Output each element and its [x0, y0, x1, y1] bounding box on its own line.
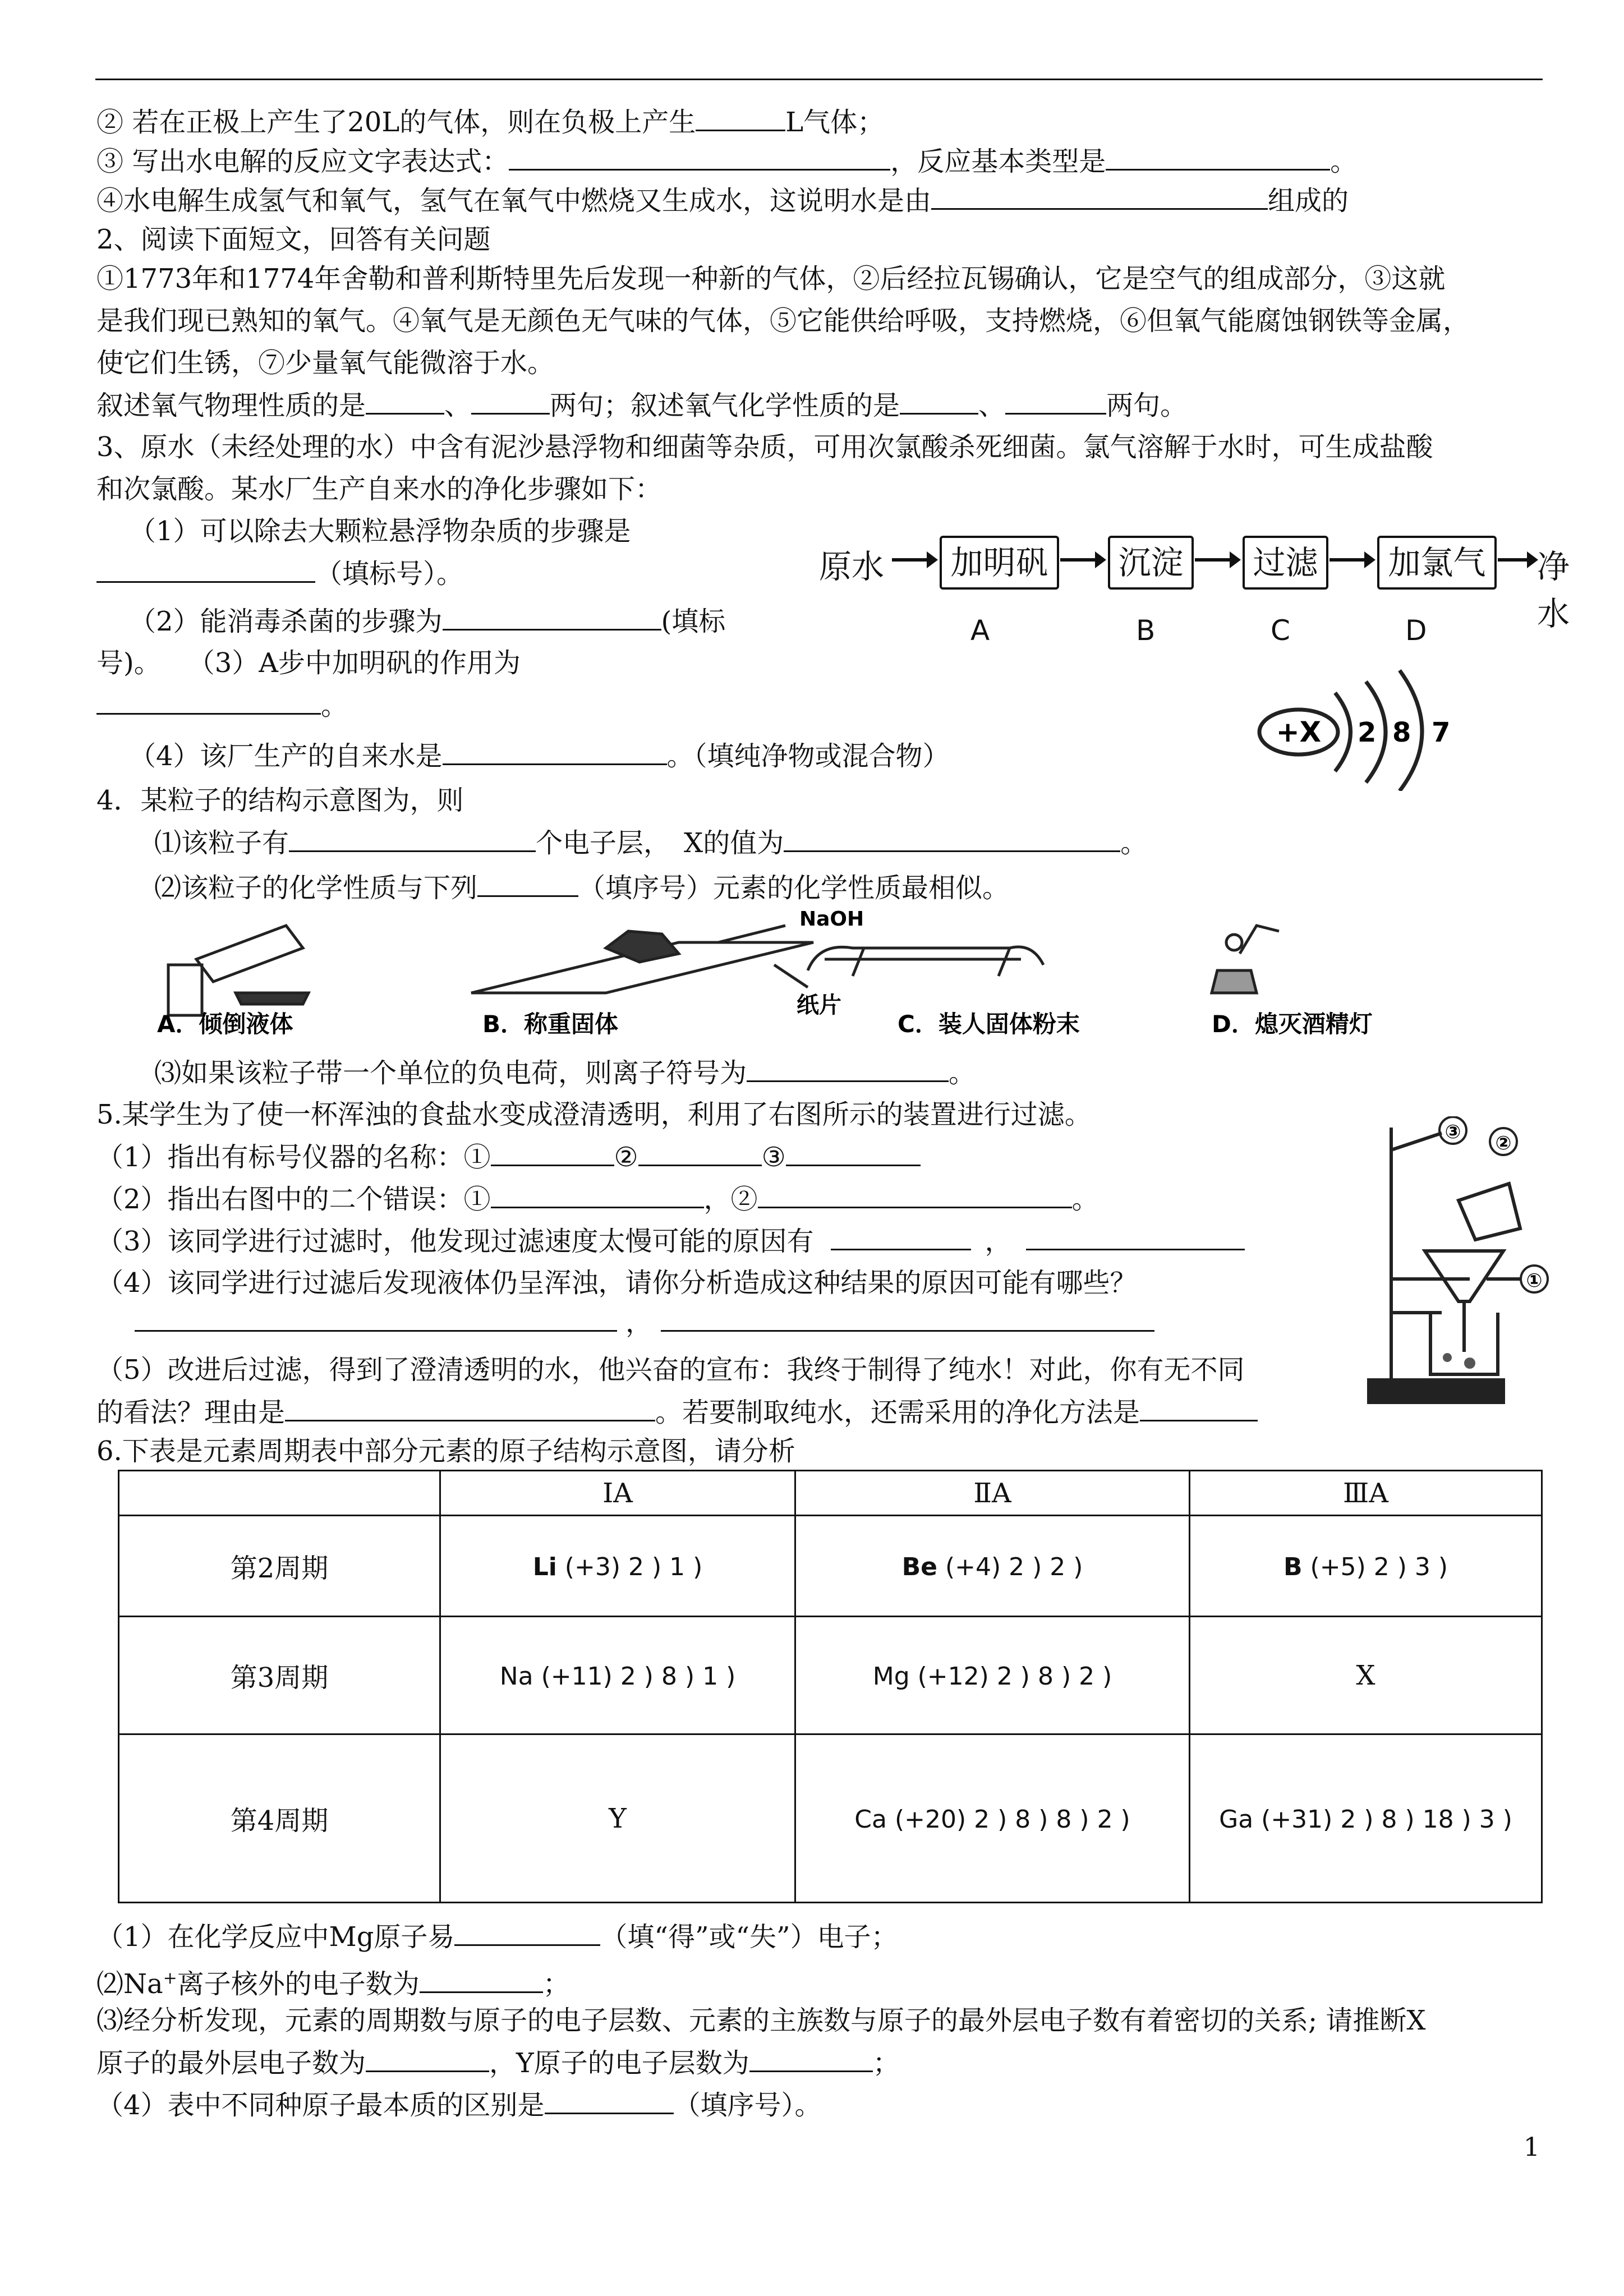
flow-step-d: 加氯气: [1377, 536, 1497, 590]
atom-shell: 2: [1340, 1805, 1356, 1834]
lab-operations-illustration: [157, 909, 1470, 1043]
q1-3-text-end: 。: [1330, 146, 1358, 177]
apparatus-mark-2: ②: [1495, 1132, 1512, 1154]
atom-cell-b: [1190, 1516, 1542, 1617]
table-header-2a: ⅡA: [795, 1471, 1190, 1516]
q6-sub2-end: ；: [542, 1968, 570, 2000]
particle-shell-3: 7: [1432, 717, 1451, 748]
answer-blank[interactable]: [749, 2045, 873, 2072]
table-header-3a: ⅢA: [1190, 1471, 1542, 1516]
operation-b-label: B．称重固体: [482, 1010, 619, 1038]
filtration-apparatus-diagram: [1358, 1116, 1559, 1419]
q3-sub4-end: 。（填纯净物或混合物）: [666, 740, 950, 772]
q3-title-1: 3、原水（未经处理的水）中含有泥沙悬浮物和细菌等杂质，可用次氯酸杀死细菌。氯气溶解于水时，可生成盐酸: [96, 431, 1433, 463]
cell-y: Y: [440, 1734, 795, 1903]
answer-blank[interactable]: [758, 1181, 1072, 1208]
q5-sub5: （5）改进后过滤，得到了澄清透明的水，他兴奋的宣布：我终于制得了纯水！对此，你有无不同: [96, 1354, 1245, 1386]
q3-title-2: 和次氯酸。某水厂生产自来水的净化步骤如下：: [96, 473, 663, 505]
flow-arrow: [1329, 558, 1369, 562]
q6-sub2-text: ⑵Na: [96, 1968, 163, 2000]
flow-arrow: [1195, 558, 1234, 562]
atom-nucleus: +31: [1271, 1805, 1323, 1834]
q5-sub1-mark2: ②: [614, 1142, 638, 1173]
flow-label-a: A: [970, 614, 990, 647]
atom-symbol: Be: [901, 1552, 937, 1581]
q4-sub2-text: ⑵该粒子的化学性质与下列: [154, 872, 478, 904]
q3-sub3: 号)。 （3）A步中加明矾的作用为: [96, 647, 521, 679]
answer-blank[interactable]: [491, 1139, 614, 1166]
atom-nucleus: +4: [955, 1552, 991, 1581]
atom-nucleus: +3: [574, 1552, 611, 1581]
q2-passage-3: 使它们生锈，⑦少量氧气能微溶于水。: [96, 347, 555, 379]
answer-blank[interactable]: [1026, 1223, 1245, 1250]
answer-blank[interactable]: [1140, 1394, 1258, 1421]
q5-sub2: [96, 1181, 1099, 1217]
q5-sub5-b: [96, 1394, 1258, 1430]
atom-nucleus: +12: [927, 1662, 979, 1691]
atom-shell: 8: [1056, 1805, 1072, 1834]
q6-sub4-end: （填序号）。: [673, 2090, 822, 2121]
table-row: [119, 1734, 1542, 1903]
q6-title: 6.下表是元素周期表中部分元素的原子结构示意图，请分析: [96, 1435, 795, 1467]
atom-symbol: Mg: [872, 1662, 910, 1691]
q3-sub4-text: （4）该厂生产的自来水是: [129, 740, 443, 772]
q1-2-text-end: L气体；: [785, 107, 885, 138]
atom-nucleus: +11: [550, 1662, 603, 1691]
answer-blank[interactable]: [285, 1394, 655, 1421]
atom-shell: 1: [702, 1662, 719, 1691]
operation-c-label: C．装人固体粉末: [898, 1010, 1080, 1038]
q5-sub5-mid: 。若要制取纯水，还需采用的净化方法是: [655, 1397, 1140, 1428]
atom-shell: 2: [1079, 1662, 1095, 1691]
answer-blank[interactable]: [747, 1055, 949, 1082]
atom-shell: 8: [1015, 1805, 1031, 1834]
atom-shell: 1: [669, 1552, 686, 1581]
superscript-plus: +: [163, 1968, 177, 1988]
flow-start: 原水: [819, 547, 885, 586]
q2-passage-2: 是我们现已熟知的氧气。④氧气是无颜色无气味的气体，⑤它能供给呼吸，支持燃烧，⑥但氧气能腐蚀钢铁等金属，: [96, 305, 1470, 337]
q1-2-text: ② 若在正极上产生了20L的气体，则在负极上产生: [96, 107, 696, 138]
q6-sub3-mid: ，Y原子的电子层数为: [489, 2047, 749, 2079]
q4-title: 4．某粒子的结构示意图为，则: [96, 785, 464, 816]
flow-step-b: 沉淀: [1108, 536, 1194, 590]
q6-sub2-text2: 离子核外的电子数为: [177, 1968, 420, 2000]
flow-arrow: [1060, 558, 1099, 562]
atom-shell: 2: [1009, 1552, 1025, 1581]
q6-sub3: ⑶经分析发现，元素的周期数与原子的电子层数、元素的主族数与原子的最外层电子数有着密切的关系; 请推断X: [96, 2005, 1426, 2036]
particle-nucleus-label: +X: [1276, 716, 1322, 748]
naoh-label: NaOH: [799, 909, 864, 931]
q1-line-3: [96, 143, 1357, 180]
q4-sub2: [154, 869, 1009, 906]
q2-q-sep2: 、: [978, 390, 1006, 421]
answer-blank[interactable]: [831, 1223, 971, 1250]
answer-blank[interactable]: [471, 387, 550, 415]
q3-sub1-b: [96, 555, 463, 592]
q5-sub2-text: （2）指出右图中的二个错误：①: [96, 1184, 491, 1215]
atom-cell-ga: [1190, 1734, 1542, 1903]
purification-flow-diagram: [808, 536, 1593, 659]
q6-sub3-end: ；: [872, 2047, 900, 2079]
flow-step-c: 过滤: [1243, 536, 1328, 590]
q4-sub3: [154, 1055, 976, 1091]
q6-sub2: [96, 1961, 570, 2002]
q4-sub1-end: 。: [1120, 827, 1148, 859]
answer-blank[interactable]: [96, 555, 315, 583]
atom-nucleus: +5: [1319, 1552, 1356, 1581]
atom-cell-ca: [795, 1734, 1190, 1903]
atom-shell: 8: [661, 1662, 677, 1691]
q4-sub1-mid: 个电子层， X的值为: [536, 827, 784, 859]
q1-line-2: [96, 104, 884, 140]
q3-sub3-end: 。: [321, 690, 348, 721]
answer-blank[interactable]: [96, 687, 321, 715]
q4-sub2-end: （填序号）元素的化学性质最相似。: [578, 872, 1010, 904]
particle-shell-1: 2: [1358, 717, 1377, 748]
answer-blank[interactable]: [366, 2045, 489, 2072]
atom-shell: 8: [1037, 1662, 1053, 1691]
q5-sub2-end: 。: [1071, 1184, 1099, 1215]
q5-sub4: （4）该同学进行过滤后发现液体仍呈浑浊，请你分析造成这种结果的原因可能有哪些？: [96, 1267, 1137, 1299]
q4-sub3-end: 。: [949, 1057, 976, 1089]
q1-line-4: [96, 182, 1349, 219]
atom-ca: Ca (+20) 2 ) 8 ) 8 ) 2 ): [854, 1805, 1130, 1834]
atom-shell: 18: [1422, 1805, 1454, 1834]
q1-3-text-mid: ，反应基本类型是: [890, 146, 1106, 177]
q5-sub5-text: 的看法？理由是: [96, 1397, 286, 1428]
q5-sub1-text: （1）指出有标号仪器的名称：①: [96, 1142, 491, 1173]
q3-sub3-b: [96, 687, 348, 724]
q5-sub1-mark3: ③: [761, 1142, 786, 1173]
q3-sub2-text: （2）能消毒杀菌的步骤为: [129, 606, 443, 637]
answer-blank[interactable]: [1005, 387, 1106, 415]
atom-li: Li (+3) 2 ) 1 ): [532, 1552, 703, 1581]
answer-blank[interactable]: [1106, 143, 1330, 171]
atom-symbol: Na: [499, 1662, 533, 1691]
operation-a-label: A．倾倒液体: [157, 1010, 293, 1038]
q2-q-text2: 两句；叙述氧气化学性质的是: [550, 390, 900, 421]
atom-shell: 8: [1381, 1805, 1397, 1834]
row-label: 第2周期: [119, 1516, 440, 1617]
atom-shell: 2: [628, 1552, 644, 1581]
atom-shell: 2: [1050, 1552, 1066, 1581]
answer-blank[interactable]: [900, 387, 978, 415]
q5-sub2-mid: ，②: [703, 1184, 758, 1215]
atom-shell: 2: [996, 1662, 1013, 1691]
answer-blank[interactable]: [420, 1966, 543, 1993]
row-label: 第3周期: [119, 1617, 440, 1734]
answer-blank[interactable]: [135, 1304, 617, 1332]
flow-label-c: C: [1271, 614, 1290, 647]
answer-blank[interactable]: [696, 104, 785, 131]
q6-sub4: [96, 2087, 822, 2123]
atom-cell-be: [795, 1516, 1190, 1617]
answer-blank[interactable]: [454, 1918, 600, 1946]
page-number: 1: [1523, 2132, 1540, 2162]
q5-sub3-sep: ，: [984, 1226, 1012, 1257]
answer-blank[interactable]: [477, 869, 578, 897]
atom-symbol: Ga: [1219, 1805, 1254, 1834]
q2-q-end: 两句。: [1106, 390, 1188, 421]
atom-ga: Ga (+31) 2 ) 8 ) 18 ) 3 ): [1219, 1805, 1512, 1834]
atom-symbol: Li: [532, 1552, 557, 1581]
q3-sub4: [129, 738, 950, 774]
answer-blank[interactable]: [443, 603, 661, 631]
answer-blank[interactable]: [784, 825, 1120, 852]
q2-title: 2、阅读下面短文，回答有关问题: [96, 224, 491, 255]
q5-sub3-text: （3）该同学进行过滤时，他发现过滤速度太慢可能的原因有: [96, 1226, 814, 1257]
flow-label-d: D: [1405, 614, 1427, 647]
q6-sub1-end: （填“得”或“失”）电子；: [600, 1921, 898, 1953]
flow-step-a: 加明矾: [940, 536, 1059, 590]
flow-label-b: B: [1136, 614, 1156, 647]
answer-blank[interactable]: [491, 1181, 704, 1208]
q2-q-text: 叙述氧气物理性质的是: [96, 390, 366, 421]
q6-sub1-text: （1）在化学反应中Mg原子易: [96, 1921, 455, 1953]
flow-arrow: [892, 558, 931, 562]
particle-structure-diagram: [1245, 668, 1481, 791]
row-label: 第4周期: [119, 1734, 440, 1903]
operation-d-label: D．熄灭酒精灯: [1212, 1010, 1373, 1038]
q5-sub1: [96, 1139, 921, 1175]
cell-x: X: [1190, 1617, 1542, 1734]
q3-sub1: （1）可以除去大颗粒悬浮物杂质的步骤是: [129, 516, 631, 547]
paper-label: 纸片: [797, 992, 841, 1018]
atom-symbol: Ca: [854, 1805, 887, 1834]
periodic-table-excerpt: [118, 1470, 1543, 1903]
apparatus-mark-3: ③: [1444, 1121, 1461, 1143]
table-header-blank: [119, 1471, 440, 1516]
q5-sub4-sep: ，: [625, 1307, 653, 1338]
atom-shell: 3: [1479, 1805, 1495, 1834]
q4-sub1-text: ⑴该粒子有: [154, 827, 289, 859]
q2-q-sep: 、: [444, 390, 472, 421]
q4-sub1: [154, 825, 1147, 861]
flow-arrow: [1498, 558, 1531, 562]
atom-cell-li: [440, 1516, 795, 1617]
flow-end: 净水: [1537, 547, 1570, 633]
q1-3-text: ③ 写出水电解的反应文字表达式：: [96, 146, 509, 177]
q3-sub1-end: （填标号）。: [315, 558, 464, 590]
q4-sub3-text: ⑶如果该粒子带一个单位的负电荷，则离子符号为: [154, 1057, 747, 1089]
answer-blank[interactable]: [786, 1139, 921, 1166]
q3-sub2-end: (填标: [661, 606, 726, 637]
answer-blank[interactable]: [366, 387, 444, 415]
answer-blank[interactable]: [931, 182, 1268, 210]
q3-sub2: [129, 603, 725, 639]
table-row: [119, 1516, 1542, 1617]
atom-cell-mg: [795, 1617, 1190, 1734]
q6-sub3-text: 原子的最外层电子数为: [96, 2047, 366, 2079]
answer-blank[interactable]: [509, 143, 890, 171]
q5-sub3: [96, 1223, 1245, 1259]
q2-question: [96, 387, 1187, 424]
q6-sub4-text: （4）表中不同种原子最本质的区别是: [96, 2090, 545, 2121]
q1-4-text-end: 组成的: [1268, 185, 1349, 217]
answer-blank[interactable]: [545, 2087, 674, 2114]
q5-title: 5.某学生为了使一杯浑浊的食盐水变成澄清透明，利用了右图所示的装置进行过滤。: [96, 1099, 1092, 1130]
atom-shell: 2: [1373, 1552, 1390, 1581]
q2-passage-1: ①1773年和1774年舍勒和普利斯特里先后发现一种新的气体，②后经拉瓦锡确认，它是空气的组成部分，③这就: [96, 263, 1446, 295]
q6-sub1: [96, 1918, 898, 1955]
header-rule: [95, 79, 1543, 80]
atom-b: B (+5) 2 ) 3 ): [1283, 1552, 1448, 1581]
atom-cell-na: [440, 1617, 795, 1734]
answer-blank[interactable]: [638, 1139, 762, 1166]
atom-shell: 3: [1414, 1552, 1430, 1581]
atom-nucleus: +20: [904, 1805, 956, 1834]
answer-blank[interactable]: [661, 1304, 1154, 1332]
atom-symbol: B: [1283, 1552, 1303, 1581]
table-header-1a: ⅠA: [440, 1471, 795, 1516]
answer-blank[interactable]: [289, 825, 536, 852]
atom-be: Be (+4) 2 ) 2 ): [901, 1552, 1083, 1581]
q1-4-text: ④水电解生成氢气和氧气，氢气在氧气中燃烧又生成水，这说明水是由: [96, 185, 932, 217]
q5-sub4-answers: [135, 1304, 1154, 1341]
particle-shell-2: 8: [1392, 717, 1411, 748]
atom-shell: 2: [1097, 1805, 1113, 1834]
atom-shell: 2: [620, 1662, 636, 1691]
atom-na: Na (+11) 2 ) 8 ) 1 ): [499, 1662, 736, 1691]
answer-blank[interactable]: [443, 738, 667, 765]
q6-sub3-b: [96, 2045, 900, 2081]
atom-shell: 2: [974, 1805, 990, 1834]
apparatus-mark-1: ①: [1526, 1269, 1543, 1292]
table-row: [119, 1617, 1542, 1734]
atom-mg: Mg (+12) 2 ) 8 ) 2 ): [872, 1662, 1112, 1691]
